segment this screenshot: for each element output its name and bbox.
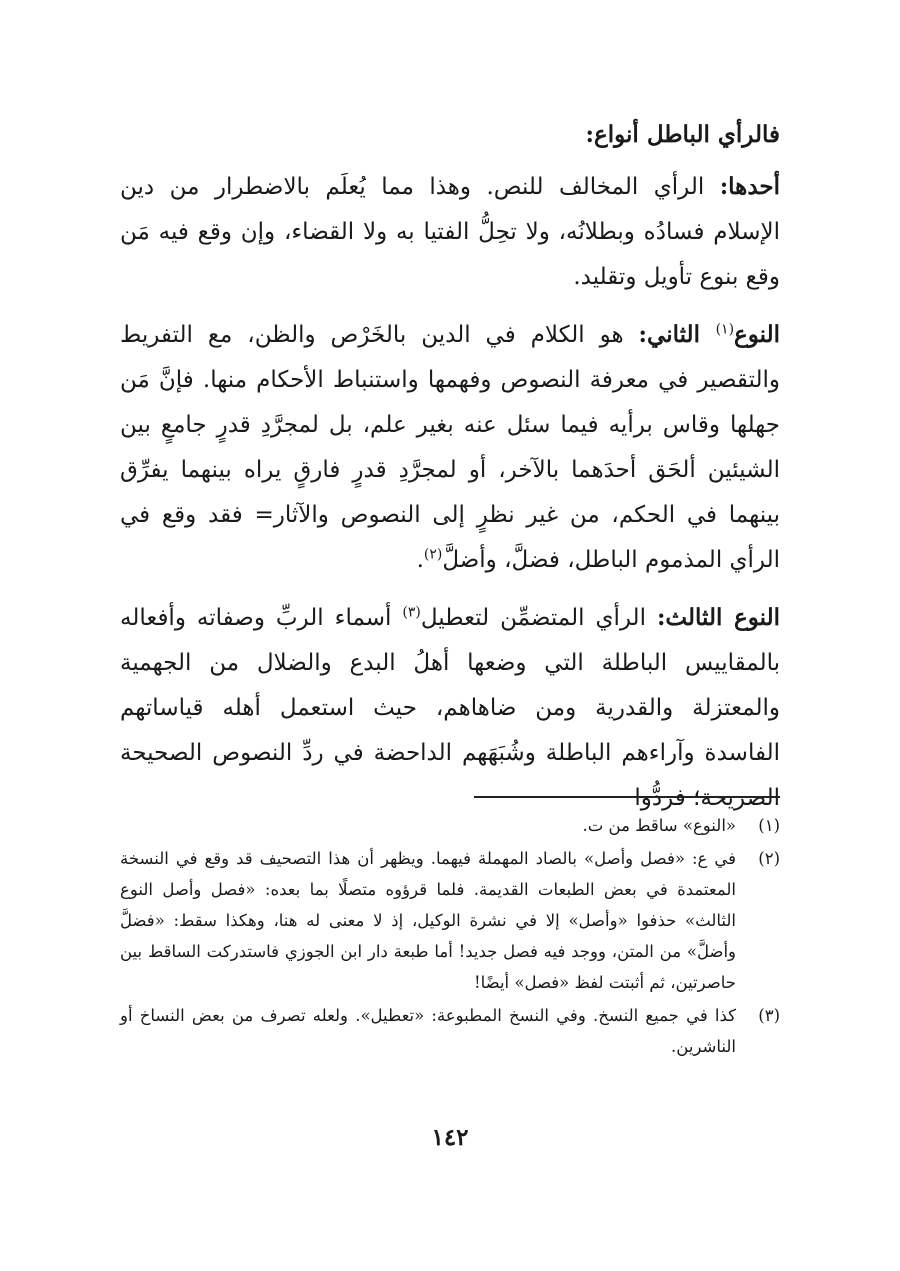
page-number: ١٤٢ bbox=[431, 1124, 469, 1151]
section-heading: فالرأي الباطل أنواع: bbox=[585, 121, 780, 148]
footnote-ref-2[interactable]: (٢) bbox=[423, 546, 443, 563]
paragraph-text: الرأي المتضمِّن لتعطيل bbox=[420, 605, 657, 631]
paragraph-second-type bbox=[120, 312, 780, 583]
footnote-text: في ع: «فصل وأصل» بالصاد المهملة فيهما. ويظهر أن هذا التصحيف قد وقع في النسخة المعتمدة في بعض الطبعات القديمة. فلما قرؤوه متصلًا بما بعده: «فصل وأصل النوع الثالث» حذفوا «وأصل» إلا في نشرة الوكيل، إذ لا معنى له هنا، وهكذا سقط: «فضلَّ وأضلَّ» من المتن، ووجد فيه فصل جديد! أما طبعة دار ابن الجوزي فاستدركت الساقط بين حاصرتين، ثم أثبتت لفظ «فصل» أيضًا! bbox=[120, 849, 736, 992]
paragraph-text: الرأي المخالف للنص. وهذا مما يُعلَم بالاضطرار من دين الإسلام فسادُه وبطلانُه، ولا تحِلُّ الفتيا به ولا القضاء، وإن وقع فيه مَن وقع بنوع تأويل وتقليد. bbox=[120, 174, 780, 290]
paragraph-tail: . bbox=[416, 547, 424, 573]
main-text bbox=[120, 112, 780, 833]
paragraph-text: هو الكلام في الدين بالخَرْص والظن، مع التفريط والتقصير في معرفة النصوص وفهمها واستنباط الأحكام منها. فإنَّ مَن جهلها وقاس برأيه فيما سئل عنه بغير علم، بل لمجرَّدِ قدرٍ جامعٍ بين الشيئين ألحَق أحدَهما بالآخر، أو لمجرَّدِ قدرٍ فارقٍ يراه بينهما يفرِّق بينهما في الحكم، من غير نظرٍ إلى النصوص والآثار= فقد وقع في الرأي المذموم الباطل، فضلَّ، وأضلَّ bbox=[120, 322, 780, 573]
footnote-text: «النوع» ساقط من ت. bbox=[582, 816, 736, 835]
footnote-number: (٢) bbox=[758, 849, 780, 868]
footnote-divider bbox=[474, 796, 780, 798]
footnote-number: (٣) bbox=[758, 1006, 780, 1025]
footnote-number: (١) bbox=[758, 816, 780, 835]
footnote-text: كذا في جميع النسخ. وفي النسخ المطبوعة: «تعطيل». ولعله تصرف من بعض النساخ أو الناشرين. bbox=[120, 1006, 736, 1056]
paragraph-lead: النوع الثالث: bbox=[656, 604, 780, 631]
footnote-item bbox=[120, 810, 780, 841]
footnotes bbox=[120, 810, 780, 1064]
paragraph-first-type bbox=[120, 164, 780, 300]
footnote-item bbox=[120, 843, 780, 998]
footnote-ref-3[interactable]: (٣) bbox=[402, 604, 421, 621]
paragraph-lead: أحدها: bbox=[719, 173, 780, 200]
footnote-ref-1[interactable]: (١) bbox=[715, 321, 735, 338]
paragraph-text-continued: أسماء الربِّ وصفاته وأفعاله بالمقاييس الباطلة التي وضعها أهلُ البدع والضلال من الجهمية والمعتزلة والقدرية ومن ضاهاهم، حيث استعمل أهله قياساتهم الفاسدة وآراءهم الباطلة وشُبَهَهم الداحضة في ردِّ النصوص الصحيحة الصريحة؛ فردُّوا bbox=[120, 605, 780, 811]
paragraph-lead: النوع bbox=[734, 321, 780, 348]
footnote-item bbox=[120, 1000, 780, 1062]
paragraph-lead-continued: الثاني: bbox=[638, 321, 716, 348]
paragraph-third-type bbox=[120, 595, 780, 821]
